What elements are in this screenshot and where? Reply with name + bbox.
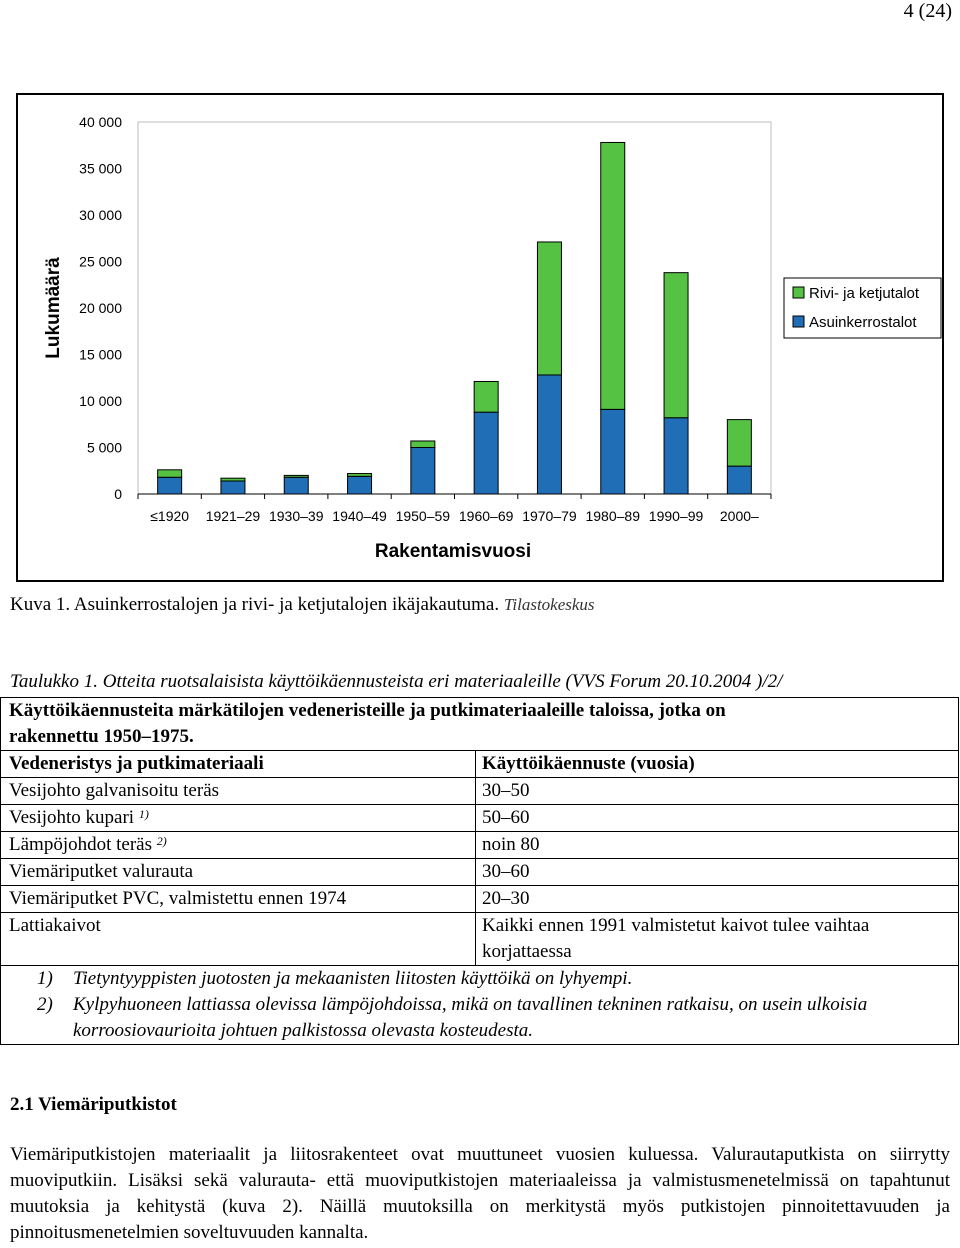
bar-segment — [284, 477, 308, 494]
material-text: Lattiakaivot — [9, 915, 101, 936]
bar-segment — [474, 412, 498, 494]
x-tick-label: 1990–99 — [648, 508, 704, 524]
section-heading: 2.1 Viemäriputkistot — [10, 1094, 177, 1115]
bar-segment — [348, 476, 372, 494]
table-heading — [1, 698, 959, 751]
service-life-cell: 30–60 — [476, 859, 959, 886]
material-text: Viemäriputket valurauta — [9, 861, 194, 882]
table-row — [1, 778, 959, 805]
y-tick-label: 30 000 — [79, 207, 122, 223]
footnote — [9, 966, 950, 992]
bar-segment — [664, 418, 688, 494]
bar-segment — [411, 448, 435, 495]
bar-segment — [537, 375, 561, 494]
y-tick-label: 20 000 — [79, 300, 122, 316]
caption-source: Tilastokeskus — [503, 595, 595, 614]
y-axis-title: Lukumäärä — [43, 257, 64, 359]
x-tick-label: 1940–49 — [332, 508, 387, 524]
legend-swatch — [793, 287, 804, 298]
legend-label: Asuinkerrostalot — [809, 314, 917, 331]
column-header-material: Vedeneristys ja putkimateriaali — [1, 751, 476, 778]
material-text: Viemäriputket PVC, valmistettu ennen 1974 — [9, 888, 347, 909]
material-cell — [1, 886, 476, 913]
body-paragraph: Viemäriputkistojen materiaalit ja liitosrakenteet ovat muuttuneet vuosien kuluessa. Valurautaputkista on siirrytty muoviputkiin. Lisäksi sekä valurauta- että muoviputkistojen materiaaleissa ja valmistusmenetelmissä on tapahtunut muutoksia ja kehitystä (kuva 2). Näillä muutoksilla on merkitystä myös putkistojen pinnoitettavuuden ja pinnoitusmenetelmien soveltuvuuden kannalta. — [10, 1144, 950, 1243]
bar-segment — [537, 242, 561, 375]
x-tick-label: 1970–79 — [522, 508, 577, 524]
bar-segment — [727, 420, 751, 467]
service-life-line-1: Kaikki ennen 1991 valmistetut kaivot tulee vaihtaa — [482, 915, 870, 936]
footnote-number: 1) — [37, 968, 53, 989]
service-life-cell: 20–30 — [476, 886, 959, 913]
x-tick-label: ≤1920 — [150, 508, 190, 524]
bar-segment — [474, 381, 498, 412]
legend-swatch — [793, 316, 804, 327]
bar-segment — [601, 409, 625, 494]
bar-segment — [284, 475, 308, 477]
x-tick-label: 1921–29 — [205, 508, 261, 524]
footnote — [9, 992, 950, 1044]
table-row — [1, 913, 959, 966]
service-life-cell: 50–60 — [476, 805, 959, 832]
table-row — [1, 832, 959, 859]
table-row — [1, 859, 959, 886]
legend-label: Rivi- ja ketjutalot — [809, 285, 920, 302]
y-tick-label: 40 000 — [79, 114, 122, 130]
material-text: Lämpöjohdot teräs — [9, 834, 152, 855]
service-life-table — [0, 697, 959, 1045]
material-cell — [1, 778, 476, 805]
x-tick-label: 1980–89 — [585, 508, 641, 524]
x-tick-label: 1950–59 — [395, 508, 451, 524]
footnote-text: Tietyntyyppisten juotosten ja mekaanisten liitosten käyttöikä on lyhyempi. — [73, 968, 633, 989]
material-cell — [1, 913, 476, 966]
material-text: Vesijohto galvanisoitu teräs — [9, 780, 220, 801]
service-life-cell: noin 80 — [476, 832, 959, 859]
bar-segment — [158, 470, 182, 477]
bar-segment — [664, 273, 688, 418]
chart-container — [16, 93, 944, 582]
y-tick-label: 25 000 — [79, 253, 122, 270]
stacked-bar-chart — [18, 95, 944, 582]
bar-segment — [411, 441, 435, 448]
bar-segment — [348, 474, 372, 477]
bar-segment — [221, 478, 245, 481]
table-row — [1, 886, 959, 913]
footnote-marker: 1) — [138, 807, 149, 821]
service-life-cell — [476, 913, 959, 966]
material-cell — [1, 859, 476, 886]
table-heading-line-1: Käyttöikäennusteita märkätilojen vedeneristeille ja putkimateriaaleille taloissa, jotka on — [9, 700, 726, 721]
y-tick-label: 15 000 — [79, 346, 122, 363]
footnote-number: 2) — [37, 994, 53, 1015]
y-tick-label: 5 000 — [86, 439, 122, 456]
material-cell — [1, 805, 476, 832]
bar-segment — [158, 477, 182, 494]
y-tick-label: 10 000 — [79, 393, 122, 409]
table-title: Taulukko 1. Otteita ruotsalaisista käyttöikäennusteista eri materiaaleille (VVS Forum 20.10.2004 )/2/ — [10, 671, 783, 692]
caption-text: Kuva 1. Asuinkerrostalojen ja rivi- ja ketjutalojen ikäjakautuma. — [10, 594, 500, 615]
y-tick-label: 35 000 — [79, 160, 122, 177]
bar-segment — [601, 142, 625, 409]
footnote-text: Kylpyhuoneen lattiassa olevissa lämpöjohdoissa, mikä on tavallinen tekninen ratkaisu, on usein ulkoisia korroosiovaurioita johtuen palkistossa olevasta kosteudesta. — [73, 994, 868, 1041]
bar-segment — [221, 481, 245, 494]
x-tick-label: 1960–69 — [458, 508, 514, 524]
x-tick-label: 2000– — [719, 508, 759, 524]
bar-segment — [727, 466, 751, 494]
material-cell — [1, 832, 476, 859]
figure-caption — [10, 594, 595, 616]
page-number: 4 (24) — [903, 0, 952, 22]
table-heading-line-2: rakennettu 1950–1975. — [9, 726, 194, 747]
x-axis-title: Rakentamisvuosi — [374, 541, 532, 562]
x-tick-label: 1930–39 — [268, 508, 324, 524]
y-tick-label: 0 — [114, 486, 122, 502]
material-text: Vesijohto kupari — [9, 807, 135, 828]
table-row — [1, 805, 959, 832]
service-life-cell: 30–50 — [476, 778, 959, 805]
column-header-service-life: Käyttöikäennuste (vuosia) — [476, 751, 959, 778]
footnote-marker: 2) — [156, 834, 167, 848]
table-footnotes — [1, 966, 959, 1045]
service-life-line-2: korjattaessa — [482, 941, 572, 962]
